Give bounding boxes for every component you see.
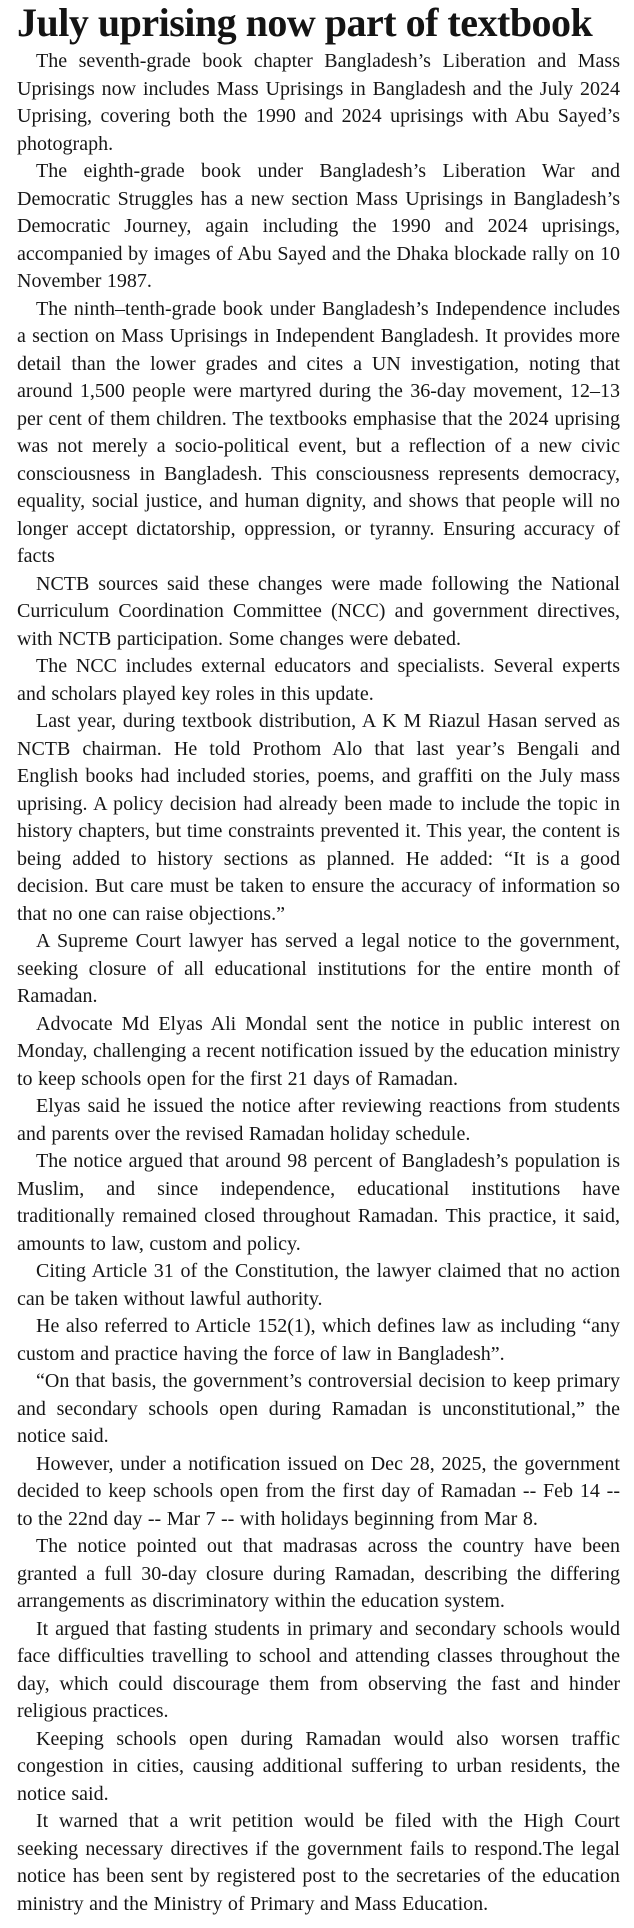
article-paragraph: The notice pointed out that madrasas across the country have been granted a full 30-day closure during Ramadan, describing the differing arrangements as discriminatory within the education system.	[17, 1535, 620, 1612]
article-paragraph: It argued that fasting students in primary and secondary schools would face difficulties travelling to school and attending classes throughout the day, which could discourage them from observing the fast and hinder religious practices.	[17, 1617, 620, 1722]
article-paragraph: However, under a notification issued on Dec 28, 2025, the government decided to keep schools open from the first day of Ramadan -- Feb 14 -- to the 22nd day -- Mar 7 -- with holidays beginning from Mar 8.	[17, 1452, 620, 1530]
article-paragraph: The eighth-grade book under Bangladesh’s Liberation War and Democratic Struggles has a new section Mass Uprisings in Bangladesh’s Democratic Journey, again including the 1990 and 2024 uprisings, accompanied by images of Abu Sayed and the Dhaka blockade rally on 10 November 1987.	[17, 160, 620, 292]
article-paragraph: The ninth–tenth-grade book under Bangladesh’s Independence includes a section on Mass Uprisings in Independent Bangladesh. It provides more detail than the lower grades and cites a UN investigation, noting that around 1,500 people were martyred during the 36-day movement, 12–13 per cent of them children. The textbooks emphasise that the 2024 uprising was not merely a socio-political event, but a reflection of a new civic consciousness in Bangladesh. This consciousness represents democracy, equality, social justice, and human dignity, and shows that people will no longer accept dictatorship, oppression, or tyranny. Ensuring accuracy of facts	[17, 297, 620, 567]
article-paragraph: A Supreme Court lawyer has served a legal notice to the government, seeking closure of all educational institutions for the entire month of Ramadan.	[17, 930, 620, 1007]
article-paragraph: Keeping schools open during Ramadan would also worsen traffic congestion in cities, causing additional suffering to urban residents, the notice said.	[17, 1727, 620, 1805]
article-paragraph: Elyas said he issued the notice after reviewing reactions from students and parents over the revised Ramadan holiday schedule.	[17, 1095, 620, 1145]
article-title: July uprising now part of textbook	[17, 0, 593, 45]
article-paragraph: He also referred to Article 152(1), which defines law as including “any custom and practice having the force of law in Bangladesh”.	[17, 1315, 620, 1365]
article-paragraph: It warned that a writ petition would be filed with the High Court seeking necessary directives if the government fails to respond.The legal notice has been sent by registered post to the secretaries of the education ministry and the Ministry of Primary and Mass Education.	[17, 1810, 620, 1915]
article-paragraph: “On that basis, the government’s controversial decision to keep primary and secondary schools open during Ramadan is unconstitutional,” the notice said.	[17, 1370, 620, 1447]
article-paragraph: Citing Article 31 of the Constitution, the lawyer claimed that no action can be taken without lawful authority.	[17, 1260, 620, 1310]
article-body	[17, 48, 620, 1918]
article-paragraph: NCTB sources said these changes were made following the National Curriculum Coordination Committee (NCC) and government directives, with NCTB participation. Some changes were debated.	[17, 572, 620, 650]
article-paragraph: The NCC includes external educators and specialists. Several experts and scholars played key roles in this update.	[17, 655, 620, 705]
article-paragraph: Advocate Md Elyas Ali Mondal sent the notice in public interest on Monday, challenging a recent notification issued by the education ministry to keep schools open for the first 21 days of Ramadan.	[17, 1012, 620, 1090]
article-paragraph: Last year, during textbook distribution, A K M Riazul Hasan served as NCTB chairman. He told Prothom Alo that last year’s Bengali and English books had included stories, poems, and graffiti on the July mass uprising. A policy decision had already been made to include the topic in history chapters, but time constraints prevented it. This year, the content is being added to history sections as planned. He added: “It is a good decision. But care must be taken to ensure the accuracy of information so that no one can raise objections.”	[17, 710, 620, 925]
article-paragraph: The seventh-grade book chapter Bangladesh’s Liberation and Mass Uprisings now includes Mass Uprisings in Bangladesh and the July 2024 Uprising, covering both the 1990 and 2024 uprisings with Abu Sayed’s photograph.	[17, 50, 620, 155]
article-paragraph: The notice argued that around 98 percent of Bangladesh’s population is Muslim, and since independence, educational institutions have traditionally remained closed throughout Ramadan. This practice, it said, amounts to law, custom and policy.	[17, 1150, 620, 1255]
